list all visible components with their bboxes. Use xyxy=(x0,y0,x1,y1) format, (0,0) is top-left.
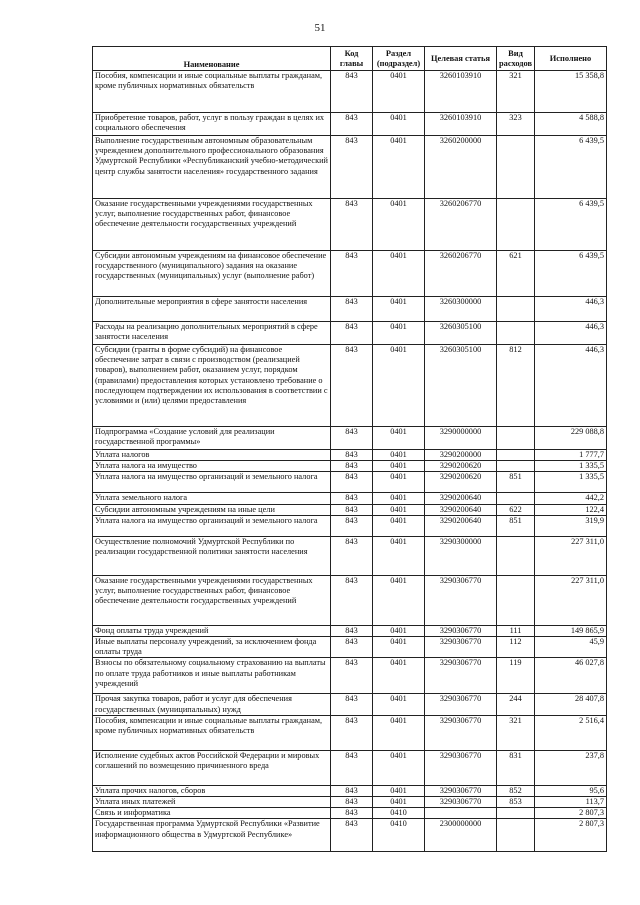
cell-name: Взносы по обязательному социальному страхованию на выплаты по оплате труда работников и иные выплаты работникам учреждений xyxy=(93,658,331,694)
table-body xyxy=(93,71,607,852)
cell-section: 0401 xyxy=(373,345,425,427)
table-row xyxy=(93,536,607,575)
cell-type xyxy=(497,819,535,852)
cell-article: 3260200000 xyxy=(425,136,497,199)
cell-article: 3290300000 xyxy=(425,536,497,575)
cell-code: 843 xyxy=(331,345,373,427)
cell-section: 0401 xyxy=(373,113,425,136)
cell-type xyxy=(497,575,535,625)
cell-name: Выполнение государственным автономным образовательным учреждением дополнительного профессионального образования Удмуртской Республики «Республиканский учебно-методический центр службы занятости населения» государственного задания xyxy=(93,136,331,199)
table-row xyxy=(93,493,607,504)
cell-code: 843 xyxy=(331,450,373,461)
cell-name: Пособия, компенсации и иные социальные выплаты гражданам, кроме публичных нормативных обязательств xyxy=(93,71,331,113)
cell-section: 0401 xyxy=(373,694,425,715)
cell-code: 843 xyxy=(331,637,373,658)
cell-section: 0401 xyxy=(373,658,425,694)
cell-section: 0410 xyxy=(373,808,425,819)
cell-executed: 2 807,3 xyxy=(535,808,607,819)
cell-name: Субсидии автономным учреждениям на финансовое обеспечение государственного (муниципального) задания на оказание государственных (муниципальных) услуг (выполнение работ) xyxy=(93,251,331,297)
table-row xyxy=(93,819,607,852)
cell-section: 0401 xyxy=(373,450,425,461)
cell-executed: 149 865,9 xyxy=(535,625,607,636)
table-row xyxy=(93,427,607,450)
cell-name: Уплата налога на имущество xyxy=(93,461,331,472)
table-row xyxy=(93,637,607,658)
cell-executed: 15 358,8 xyxy=(535,71,607,113)
cell-code: 843 xyxy=(331,297,373,322)
cell-name: Уплата налога на имущество организаций и земельного налога xyxy=(93,515,331,536)
cell-type: 621 xyxy=(497,251,535,297)
cell-name: Расходы на реализацию дополнительных мероприятий в сфере занятости населения xyxy=(93,322,331,345)
cell-name: Уплата земельного налога xyxy=(93,493,331,504)
header-section: Раздел (подраздел) xyxy=(373,47,425,71)
cell-article: 3260300000 xyxy=(425,297,497,322)
cell-type xyxy=(497,461,535,472)
cell-section: 0401 xyxy=(373,715,425,750)
cell-executed: 2 516,4 xyxy=(535,715,607,750)
cell-article: 3290306770 xyxy=(425,785,497,796)
cell-code: 843 xyxy=(331,658,373,694)
cell-executed: 6 439,5 xyxy=(535,251,607,297)
cell-type: 852 xyxy=(497,785,535,796)
cell-section: 0401 xyxy=(373,637,425,658)
cell-code: 843 xyxy=(331,625,373,636)
cell-type xyxy=(497,427,535,450)
table-row xyxy=(93,808,607,819)
cell-section: 0401 xyxy=(373,472,425,493)
cell-code: 843 xyxy=(331,461,373,472)
cell-type: 831 xyxy=(497,750,535,785)
cell-article: 3290200000 xyxy=(425,450,497,461)
cell-section: 0401 xyxy=(373,199,425,251)
cell-code: 843 xyxy=(331,808,373,819)
table-row xyxy=(93,297,607,322)
table-row xyxy=(93,461,607,472)
cell-type xyxy=(497,136,535,199)
cell-type xyxy=(497,536,535,575)
cell-code: 843 xyxy=(331,199,373,251)
cell-section: 0401 xyxy=(373,71,425,113)
cell-article: 3260206770 xyxy=(425,199,497,251)
cell-code: 843 xyxy=(331,427,373,450)
cell-article: 3290306770 xyxy=(425,715,497,750)
cell-name: Субсидии (гранты в форме субсидий) на финансовое обеспечение затрат в связи с производством (реализацией товаров), выполнением работ, оказанием услуг, порядком (правилами) предоставления которых установлено требование о последующем подтверждении их использования в соответствии с условиями и (или) целями предоставления xyxy=(93,345,331,427)
table-row xyxy=(93,251,607,297)
cell-type xyxy=(497,450,535,461)
cell-code: 843 xyxy=(331,493,373,504)
cell-executed: 446,3 xyxy=(535,297,607,322)
cell-executed: 227 311,0 xyxy=(535,536,607,575)
cell-code: 843 xyxy=(331,472,373,493)
cell-type: 112 xyxy=(497,637,535,658)
cell-article: 3290306770 xyxy=(425,575,497,625)
cell-code: 843 xyxy=(331,136,373,199)
cell-code: 843 xyxy=(331,785,373,796)
cell-executed: 6 439,5 xyxy=(535,199,607,251)
page-number: 51 xyxy=(314,22,326,34)
cell-code: 843 xyxy=(331,575,373,625)
cell-article: 3290200640 xyxy=(425,504,497,515)
cell-name: Подпрограмма «Создание условий для реализации государственной программы» xyxy=(93,427,331,450)
budget-table xyxy=(92,46,607,852)
cell-article: 3290306770 xyxy=(425,750,497,785)
table-row xyxy=(93,71,607,113)
cell-code: 843 xyxy=(331,715,373,750)
cell-article xyxy=(425,808,497,819)
table-row xyxy=(93,575,607,625)
cell-article: 3260103910 xyxy=(425,113,497,136)
cell-name: Прочая закупка товаров, работ и услуг для обеспечения государственных (муниципальных) нужд xyxy=(93,694,331,715)
cell-code: 843 xyxy=(331,797,373,808)
header-article: Целевая статья xyxy=(425,47,497,71)
header-name: Наименование xyxy=(93,47,331,71)
cell-section: 0401 xyxy=(373,575,425,625)
cell-code: 843 xyxy=(331,819,373,852)
cell-type: 244 xyxy=(497,694,535,715)
cell-code: 843 xyxy=(331,251,373,297)
cell-type xyxy=(497,297,535,322)
header-code: Код главы xyxy=(331,47,373,71)
cell-code: 843 xyxy=(331,113,373,136)
cell-executed: 1 335,5 xyxy=(535,461,607,472)
cell-section: 0401 xyxy=(373,297,425,322)
table-header-row xyxy=(93,47,607,71)
cell-name: Уплата налогов xyxy=(93,450,331,461)
cell-section: 0401 xyxy=(373,625,425,636)
cell-section: 0401 xyxy=(373,785,425,796)
header-executed: Исполнено xyxy=(535,47,607,71)
cell-code: 843 xyxy=(331,536,373,575)
cell-executed: 45,9 xyxy=(535,637,607,658)
cell-article: 3290306770 xyxy=(425,797,497,808)
cell-name: Уплата налога на имущество организаций и земельного налога xyxy=(93,472,331,493)
cell-executed: 46 027,8 xyxy=(535,658,607,694)
cell-section: 0401 xyxy=(373,493,425,504)
cell-name: Приобретение товаров, работ, услуг в пользу граждан в целях их социального обеспечения xyxy=(93,113,331,136)
cell-name: Иные выплаты персоналу учреждений, за исключением фонда оплаты труда xyxy=(93,637,331,658)
table-row xyxy=(93,472,607,493)
cell-code: 843 xyxy=(331,750,373,785)
table-row xyxy=(93,715,607,750)
cell-article: 3260103910 xyxy=(425,71,497,113)
cell-executed: 446,3 xyxy=(535,345,607,427)
table-row xyxy=(93,504,607,515)
cell-name: Субсидии автономным учреждениям на иные цели xyxy=(93,504,331,515)
table-row xyxy=(93,797,607,808)
cell-type: 111 xyxy=(497,625,535,636)
cell-article: 3260206770 xyxy=(425,251,497,297)
cell-executed: 4 588,8 xyxy=(535,113,607,136)
cell-name: Дополнительные мероприятия в сфере занятости населения xyxy=(93,297,331,322)
cell-executed: 446,3 xyxy=(535,322,607,345)
table-row xyxy=(93,658,607,694)
cell-article: 3290000000 xyxy=(425,427,497,450)
cell-type: 321 xyxy=(497,71,535,113)
cell-code: 843 xyxy=(331,322,373,345)
cell-article: 3290200640 xyxy=(425,493,497,504)
cell-type: 323 xyxy=(497,113,535,136)
cell-executed: 237,8 xyxy=(535,750,607,785)
table-row xyxy=(93,750,607,785)
cell-article: 3290200640 xyxy=(425,515,497,536)
cell-name: Государственная программа Удмуртской Республики «Развитие информационного общества в Удмуртской Республике» xyxy=(93,819,331,852)
cell-type: 812 xyxy=(497,345,535,427)
cell-executed: 442,2 xyxy=(535,493,607,504)
cell-section: 0401 xyxy=(373,515,425,536)
cell-section: 0401 xyxy=(373,322,425,345)
cell-executed: 122,4 xyxy=(535,504,607,515)
cell-type: 119 xyxy=(497,658,535,694)
cell-name: Уплата прочих налогов, сборов xyxy=(93,785,331,796)
header-type: Вид расходов xyxy=(497,47,535,71)
cell-executed: 229 088,8 xyxy=(535,427,607,450)
cell-executed: 28 407,8 xyxy=(535,694,607,715)
cell-type xyxy=(497,808,535,819)
cell-type xyxy=(497,199,535,251)
cell-type: 622 xyxy=(497,504,535,515)
table-row xyxy=(93,345,607,427)
cell-name: Уплата иных платежей xyxy=(93,797,331,808)
cell-name: Оказание государственными учреждениями государственных услуг, выполнение государственных работ, финансовое обеспечение деятельности государственных учреждений xyxy=(93,575,331,625)
table-row xyxy=(93,450,607,461)
cell-article: 3290306770 xyxy=(425,658,497,694)
cell-code: 843 xyxy=(331,71,373,113)
cell-name: Осуществление полномочий Удмуртской Республики по реализации государственной политики занятости населения xyxy=(93,536,331,575)
cell-article: 3290306770 xyxy=(425,625,497,636)
cell-type xyxy=(497,322,535,345)
cell-name: Связь и информатика xyxy=(93,808,331,819)
cell-code: 843 xyxy=(331,515,373,536)
cell-section: 0401 xyxy=(373,136,425,199)
cell-name: Оказание государственными учреждениями государственных услуг, выполнение государственных работ, финансовое обеспечение деятельности государственных учреждений xyxy=(93,199,331,251)
cell-code: 843 xyxy=(331,694,373,715)
table-row xyxy=(93,199,607,251)
cell-type: 851 xyxy=(497,515,535,536)
table-row xyxy=(93,694,607,715)
table-row xyxy=(93,515,607,536)
cell-code: 843 xyxy=(331,504,373,515)
cell-article: 3290200620 xyxy=(425,461,497,472)
cell-executed: 113,7 xyxy=(535,797,607,808)
cell-executed: 6 439,5 xyxy=(535,136,607,199)
cell-article: 3260305100 xyxy=(425,345,497,427)
cell-executed: 2 807,3 xyxy=(535,819,607,852)
table-row xyxy=(93,785,607,796)
cell-section: 0401 xyxy=(373,536,425,575)
cell-executed: 227 311,0 xyxy=(535,575,607,625)
cell-type xyxy=(497,493,535,504)
cell-type: 321 xyxy=(497,715,535,750)
cell-section: 0401 xyxy=(373,504,425,515)
cell-article: 3260305100 xyxy=(425,322,497,345)
cell-name: Фонд оплаты труда учреждений xyxy=(93,625,331,636)
table-row xyxy=(93,322,607,345)
cell-section: 0401 xyxy=(373,427,425,450)
cell-section: 0401 xyxy=(373,461,425,472)
cell-article: 3290306770 xyxy=(425,694,497,715)
cell-executed: 1 777,7 xyxy=(535,450,607,461)
cell-section: 0401 xyxy=(373,251,425,297)
cell-type: 851 xyxy=(497,472,535,493)
cell-name: Пособия, компенсации и иные социальные выплаты гражданам, кроме публичных нормативных обязательств xyxy=(93,715,331,750)
table-row xyxy=(93,113,607,136)
table-row xyxy=(93,136,607,199)
cell-article: 2300000000 xyxy=(425,819,497,852)
cell-executed: 319,9 xyxy=(535,515,607,536)
cell-name: Исполнение судебных актов Российской Федерации и мировых соглашений по возмещению причиненного вреда xyxy=(93,750,331,785)
cell-section: 0401 xyxy=(373,797,425,808)
cell-section: 0401 xyxy=(373,750,425,785)
cell-section: 0410 xyxy=(373,819,425,852)
cell-executed: 1 335,5 xyxy=(535,472,607,493)
cell-article: 3290200620 xyxy=(425,472,497,493)
cell-type: 853 xyxy=(497,797,535,808)
cell-article: 3290306770 xyxy=(425,637,497,658)
table-row xyxy=(93,625,607,636)
cell-executed: 95,6 xyxy=(535,785,607,796)
